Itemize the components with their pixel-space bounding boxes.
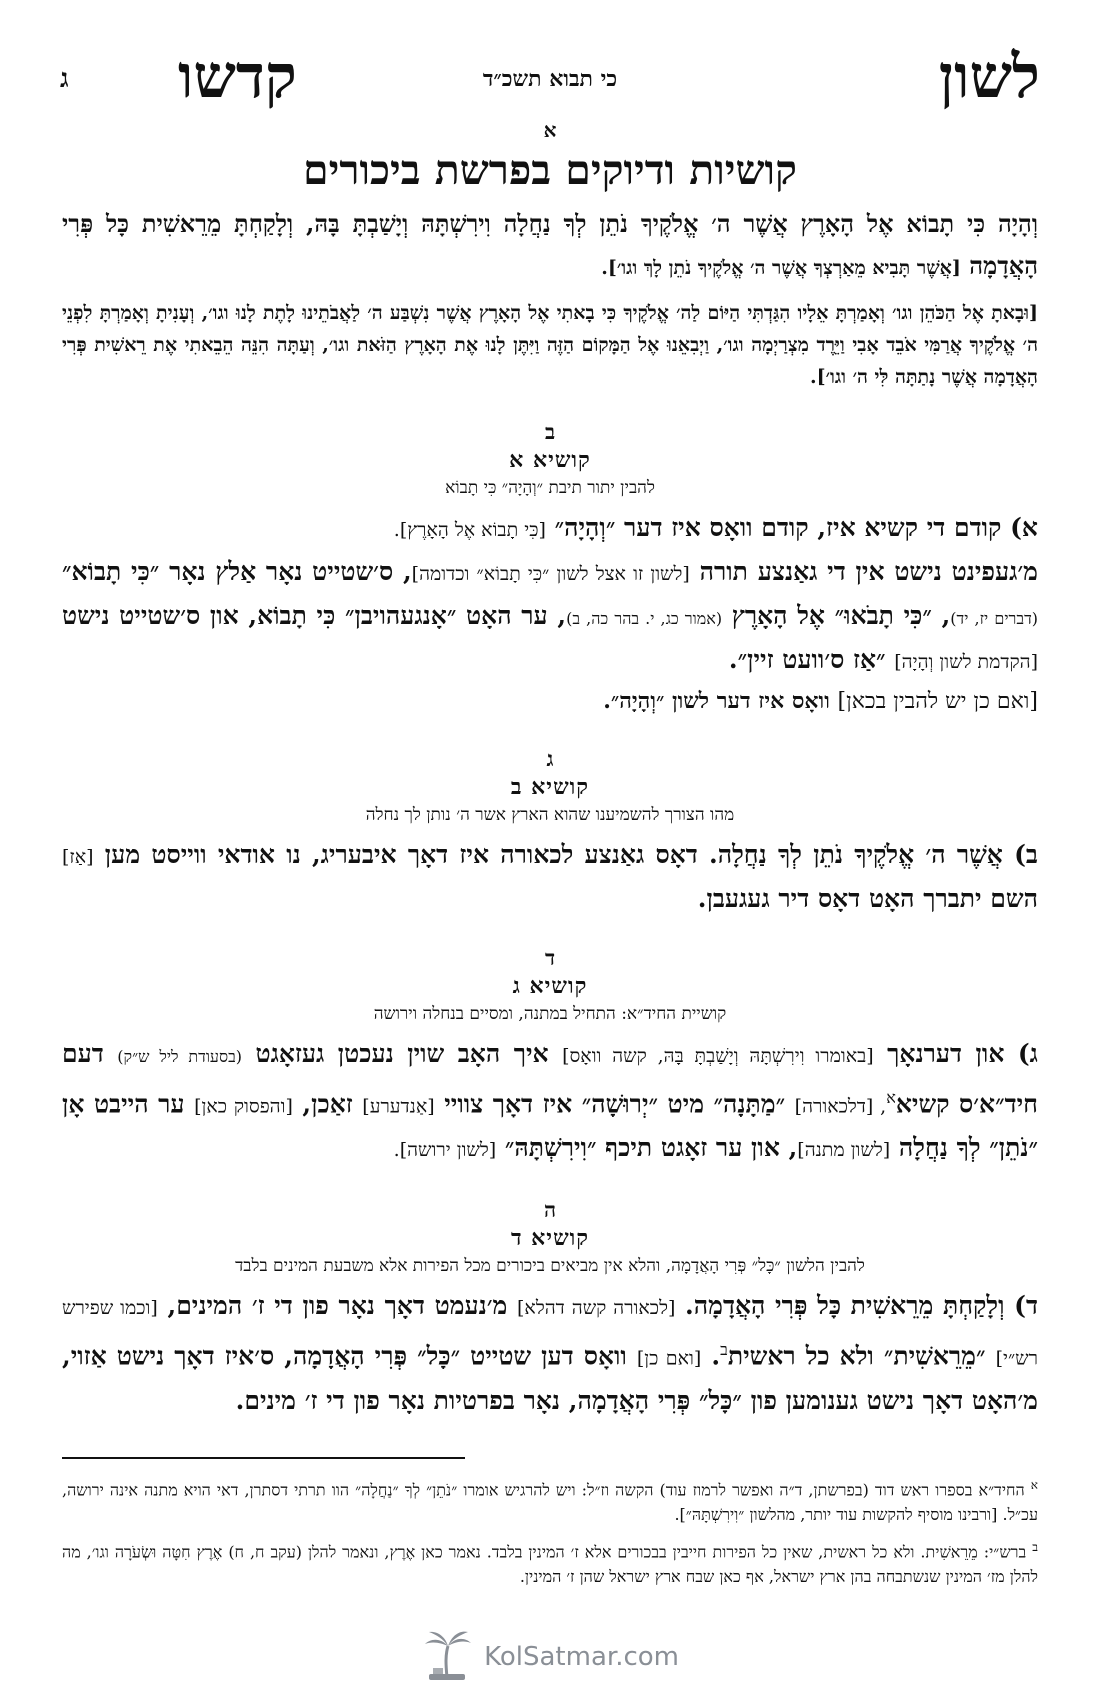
- text-run: דעם חיד״א׳ס קשיא: [62, 1039, 1038, 1119]
- text-run: מ׳נעמט דאָך נאָר פון די ז׳ המינים,: [167, 1291, 508, 1321]
- question-paragraph: [62, 1033, 1038, 1171]
- footnote: [62, 1473, 1038, 1527]
- watermark-text: [484, 1642, 679, 1672]
- verse-continuation: [וּבָאתָ אֶל הַכֹּהֵן וגו׳ וְאָמַרְתָּ אֵלָיו הִגַּדְתִּי הַיּוֹם לַה׳ אֱלֹקֶיךָ כִּי בָאתִי אֶל הָאָרֶץ אֲשֶׁר נִשְׁבַּע ה׳ לַאֲבֹתֵינוּ לָתֶת לָנוּ וגו׳, וְעָנִיתָ וְאָמַרְתָּ לִפְנֵי ה׳ אֱלֹקֶיךָ אֲרַמִּי אֹבֵד אָבִי וַיֵּרֶד מִצְרַיְמָה וגו׳, וַיְבִאֵנוּ אֶל הַמָּקוֹם הַזֶּה וַיִּתֶּן לָנוּ אֶת הָאָרֶץ הַזֹּאת וגו׳, וְעַתָּה הִנֵּה הֵבֵאתִי אֶת רֵאשִׁית פְּרִי הָאֲדָמָה אֲשֶׁר נָתַתָּה לִּי ה׳ וגו׳].: [62, 302, 1038, 388]
- footnote-mark: א: [1030, 1477, 1038, 1492]
- footnote-mark: ב: [1032, 1539, 1039, 1554]
- footnote-ref[interactable]: א: [886, 1088, 896, 1107]
- section-number: א: [543, 118, 557, 142]
- bracket-note: [כִּי תָבוֹא אֶל הָאָרֶץ].: [393, 519, 546, 541]
- question-subtitle: קושיית החיד״א: התחיל במתנה, ומסיים בנחלה וירושה: [373, 1004, 727, 1024]
- text-run: ג) און דערנאָך: [887, 1039, 1038, 1068]
- footnote-ref[interactable]: ב: [720, 1340, 728, 1360]
- question-paragraph: [62, 683, 1038, 720]
- text-run: .: [711, 1341, 721, 1371]
- watermark-brand: KolSatmar: [484, 1642, 616, 1672]
- bracket-note: [והפסוק כאן]: [194, 1095, 293, 1118]
- text-run: וואָס דען שטייט ״כָּל״ פְּרִי הָאֲדָמָה, ס׳איז דאָך נישט אַזוי, מ׳האָט דאָך נישט גענומען פון ״כָּל״ פְּרִי הָאֲדָמָה, נאָר בפרטיות נאָר פון די ז׳ מינים.: [62, 1341, 1038, 1415]
- text-run: , און ער זאָגט תיכף ״וִירִשְׁתָּהּ״: [504, 1133, 798, 1163]
- question-heading: קושיא ד: [510, 1225, 590, 1252]
- running-header: [60, 40, 1040, 120]
- bracket-note: [לשון זו אצל לשון ״כִּי תָבוֹא״ וכדומה]: [411, 563, 690, 585]
- question-heading: קושיא א: [509, 447, 591, 473]
- bracket-note: [לשון מתנה]: [797, 1139, 891, 1162]
- page-number: ג: [60, 64, 69, 94]
- footnote: [62, 1535, 1038, 1589]
- question-subtitle: להבין יתור תיבת ״וְהָיָה״ כִּי תָבוֹא: [445, 478, 655, 498]
- footnote-text: ברש״י: מֵרֵאשִׁית. ולא כל ראשית, שאין כל הפירות חייבין בבכורים אלא ז׳ המינין בלבד. נאמר כאן אֶרֶץ, ונאמר להלן (עקב ח, ח) אֶרֶץ חִטָּה וּשְׂעֹרָה וגו׳, מה להלן מז׳ המינין שנשתבחה בהן ארץ ישראל, אף כאן שבח ארץ ישראל שהן ז׳ המינין.: [62, 1542, 1038, 1587]
- verse-paragraph: [62, 203, 1038, 289]
- bracket-note: [לכאורה קשה דהלא]: [517, 1297, 676, 1320]
- question-paragraph: [62, 507, 1038, 551]
- bracket-note: [ואם כן]: [636, 1347, 702, 1370]
- main-content: [62, 117, 1038, 1597]
- text-run: ד) וְלָקַחְתָּ מֵרֵאשִׁית כָּל פְּרִי הָאֲדָמָה.: [685, 1291, 1038, 1321]
- footnote-text: החיד״א בספרו ראש דוד (בפרשתן, ד״ה ואפשר לרמוז עוד) הקשה וז״ל: ויש להרגיש אומרו ״נֹתֵן״ לְךָ ״נַחֲלָה״ הוו תרתי דסתרן, דאי הויא מתנה אינה ירושה, עכ״ל. [ורבינו מוסיף להקשות עוד יותר, מהלשון ״וִירִשְׁתָּהּ״].: [62, 1479, 1038, 1524]
- question-paragraph: [62, 551, 1038, 683]
- header-parsha: כי תבוא תשכ״ד: [482, 66, 618, 92]
- palm-logo-icon: [421, 1628, 473, 1686]
- section-letter: ד: [544, 945, 556, 970]
- bracket-note: [אַנדערע]: [362, 1095, 435, 1118]
- text-run: א) קודם די קשיא איז, קודם וואָס איז דער ״וְהָיָה״: [554, 513, 1038, 542]
- text-run: איך האָב שוין נעכטן געזאָגט: [255, 1039, 549, 1068]
- text-run: ער הייבט אָן ״נֹתֵן״ לְךָ נַחֲלָה: [62, 1089, 1038, 1163]
- question-heading: קושיא ג: [512, 973, 588, 999]
- text-run: זאַכן,: [302, 1089, 353, 1119]
- bracket-note: , [דלכאורה]: [794, 1095, 887, 1118]
- question-paragraph: [62, 1285, 1038, 1420]
- question-subtitle: להבין הלשון ״כָּל״ פְּרִי הָאֲדָמָה, והלא אין מביאים ביכורים מכל הפירות אלא משבעת המינים בלבד: [235, 1256, 865, 1277]
- text-run: ב) אֲשֶׁר ה׳ אֱלֹקֶיךָ נֹתֵן לְךָ נַחֲלָה. דאָס גאַנצע לכאורה איז דאָך איבעריג, נו אודאי ווייסט מען: [104, 840, 1038, 869]
- text-run: השם יתברך האָט דאָס דיר געגעבן.: [697, 884, 1038, 913]
- source-citation: (בסעודת ליל ש״ק): [117, 1047, 243, 1066]
- bracket-note: [וכמו שפירש רש״י]: [62, 1297, 1038, 1370]
- text-run: וואָס איז דער לשון ״וְהָיָה״.: [603, 688, 830, 714]
- section-letter: ה: [543, 1197, 557, 1223]
- source-citation: (אמור כג, י. בהר כה, ב): [566, 609, 723, 628]
- header-title-word2: קדשו: [178, 42, 297, 112]
- text-run: , ״כִּי תָבֹאוּ״ אֶל הָאָרֶץ: [731, 601, 951, 630]
- text-run: , ס׳שטייט נאָר אַלץ נאָר ״כִּי תָבוֹא״: [62, 557, 412, 586]
- footnote-divider: [62, 1457, 465, 1459]
- bracket-note: [הקדמת לשון וְהָיָה]: [894, 651, 1038, 673]
- question-subtitle: מהו הצורך להשמיענו שהוא הארץ אשר ה׳ נותן לך נחלה: [365, 805, 735, 825]
- section-letter: ג: [546, 746, 554, 771]
- bracket-note: [ואם כן יש להבין בכאן]: [837, 689, 1038, 714]
- section-letter: ב: [544, 419, 556, 444]
- source-citation: (דברים יז, יד): [950, 609, 1039, 628]
- section-title: קושיות ודיוקים בפרשת ביכורים: [302, 146, 797, 194]
- text-run: ״מֵרֵאשִׁית״ ולא כל ראשית: [727, 1341, 986, 1371]
- question-heading: קושיא ב: [510, 774, 590, 800]
- watermark-tld: .com: [615, 1642, 679, 1672]
- question-paragraph: [62, 834, 1038, 919]
- text-run: ״אַז ס׳וועט זיין״.: [728, 645, 886, 674]
- text-run: , ער האָט ״אָנגעהויבן״ כִּי תָבוֹא, און ס׳שטייט נישט: [62, 601, 567, 630]
- bracket-note: [לשון ירושה].: [393, 1139, 497, 1162]
- text-run: מ׳געפינט נישט אין די גאַנצע תורה: [699, 557, 1038, 586]
- watermark: [0, 1628, 1100, 1688]
- verse-text: וְהָיָה כִּי תָבוֹא אֶל הָאָרֶץ אֲשֶׁר ה׳ אֱלֹקֶיךָ נֹתֵן לְךָ נַחֲלָה וִירִשְׁתָּהּ וְיָשַׁבְתָּ בָּהּ, וְלָקַחְתָּ מֵרֵאשִׁית כָּל פְּרִי הָאֲדָמָה: [62, 209, 1038, 280]
- text-run: ״מַתָּנָה״ מיט ״יְרוּשָׁה״ איז דאָך צוויי: [444, 1089, 786, 1119]
- bracket-note: [באומרו וִירִשְׁתָּהּ וְיָשַׁבְתָּ בָּהּ, קשה וואָס]: [562, 1045, 874, 1067]
- header-title-word1: לשון: [938, 42, 1040, 112]
- bracket-note: [אַז]: [62, 846, 94, 868]
- verse-bracket-note: [אֲשֶׁר תָּבִיא מֵאַרְצְךָ אֲשֶׁר ה׳ אֱלֹקֶיךָ נֹתֵן לָךְ וגו׳].: [601, 257, 961, 279]
